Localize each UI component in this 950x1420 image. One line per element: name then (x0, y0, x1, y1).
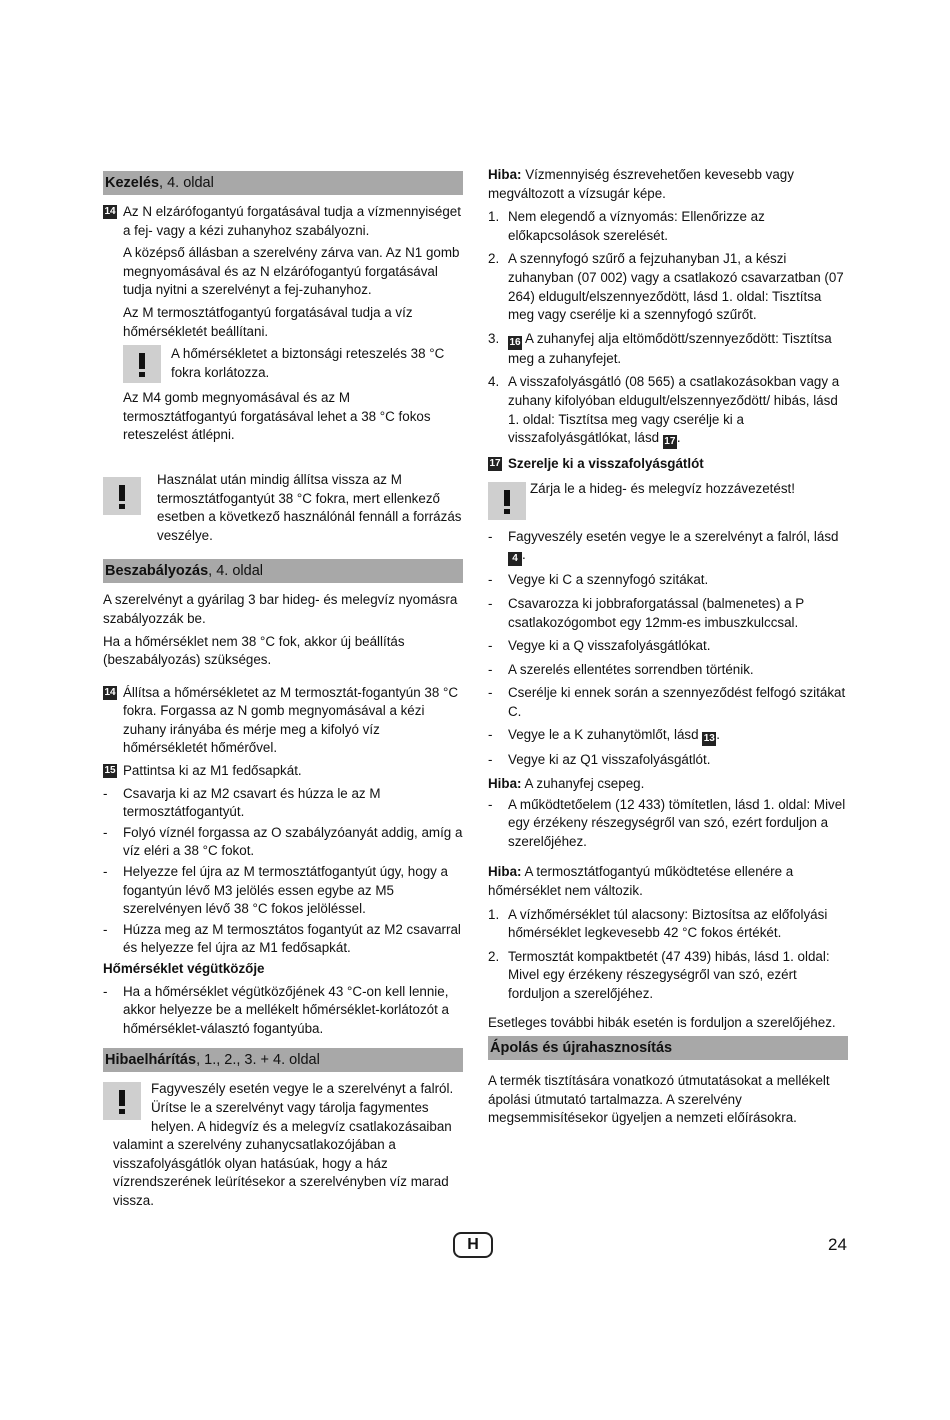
step-14: 14 Az N elzárófogantyú forgatásával tudja a vízmennyiséget a fej- vagy a kézi zuhanyhoz szabályozni. (104, 204, 461, 238)
paragraph: A termék tisztítására vonatkozó útmutatásokat a mellékelt ápolási útmutató tartalmazza. A szerelvény megsemmisítésekor ügyeljen a nemzeti előírásokra. (488, 1073, 830, 1126)
exclamation-icon (488, 482, 526, 520)
page-number: 24 (828, 1235, 847, 1254)
list-item: - Cserélje ki ennek során a szennyeződést felfogó szitákat C. (488, 684, 848, 721)
paragraph: Az M termosztátfogantyú forgatásával tudja a víz hőmérsékletét beállítani. (123, 304, 413, 339)
warning-note: A hőmérsékletet a biztonsági reteszelés 38 °C fokra korlátozza. (123, 345, 463, 383)
section-title: Ápolás és újrahasznosítás (490, 1040, 673, 1057)
step-badge: 4 (508, 552, 522, 566)
section-title: Beszabályozás (105, 563, 209, 580)
section-title: Kezelés (105, 175, 160, 191)
exclamation-icon (103, 1082, 141, 1120)
warning-note: Használat után mindig állítsa vissza az M termosztátfogantyút 38 °C fokra, mert ellenkező esetben a következő használónál fennáll a forrázás veszélye. (103, 471, 463, 545)
list-item: 1. Nem elegendő a víznyomás: Ellenőrizze az előkapcsolások szerelését. (488, 209, 765, 243)
list-item: 2. A szennyfogó szűrő a fejzuhanyban J1, a készi zuhanyban (07 002) vagy a csatlakozó csavarzatban (07 264) eldugult/elszennyeződött, lásd 1. oldal: Tisztítsa meg vagy cserélje ki a szennyfogó szűrőt. (488, 251, 844, 323)
step-14: 14 Állítsa a hőmérsékletet az M termosztát-fogantyún 38 °C fokra. Forgassa az N gomb megnyomásával a kézi zuhany irányába és mérje meg a kifolyó víz hőmérsékletét hőmérővel. (104, 684, 459, 756)
list-item: - Vegye le a K zuhanytömlőt, lásd 13. (488, 726, 848, 746)
list-item: - Húzza meg az M termosztátos fogantyút az M2 csavarral és helyezze fel újra az M1 fedősapkát. (103, 921, 463, 958)
error-label: Hiba: (488, 167, 522, 182)
paragraph: Ha a hőmérséklet nem 38 °C fok, akkor új beállítás (beszabályozás) szükséges. (103, 633, 405, 668)
section-title: Hibaelhárítás (105, 1052, 197, 1069)
step-badge: 13 (703, 733, 715, 745)
step-badge: 16 (509, 336, 521, 348)
error-label: Hiba: (488, 776, 522, 792)
section-header-apolas (488, 1036, 848, 1060)
paragraph: Hiba: Vízmennyiség észrevehetően kevesebb vagy megváltozott a vízsugár képe. (488, 167, 794, 201)
section-header-beszabalyozas: Beszabályozás, 4. oldal (103, 559, 463, 583)
list-item: - Helyezze fel újra az M termosztátfogantyút úgy, hogy a fogantyún lévő M3 jelölés essen egybe az M5 szerelvényen lévő 38 °C fokos jelöléssel. (103, 863, 463, 919)
list-item: - Vegye ki a Q visszafolyásgátlókat. (488, 637, 848, 656)
step-badge: 14 (104, 686, 116, 698)
list-item: - Vegye ki az Q1 visszafolyásgátlót. (488, 751, 848, 770)
step-badge: 17 (489, 458, 501, 470)
list-item: 1. A vízhőmérséklet túl alacsony: Biztosítsa az előfolyási hőmérséklet legkevesebb 42 °C fokos értékét. (488, 906, 828, 941)
warning-note: Zárja le a hideg- és melegvíz hozzávezetést! (488, 480, 848, 520)
list-item: 2. Termosztát kompaktbetét (47 439) hibás, lásd 1. oldal: Mivel egy érzékeny részegységről van szó, ezért forduljon a szerelőjéhez. (488, 948, 830, 1001)
step-badge: 15 (104, 765, 116, 777)
list-item: - Folyó víznél forgassa az O szabályzóanyát addig, amíg a víz eléri a 38 °C fokot. (103, 824, 463, 861)
paragraph: Az M4 gomb megnyomásával és az M termosztátfogantyú forgatásával lehet a 38 °C fokos reteszelést átlépni. (123, 390, 431, 443)
paragraph: Esetleges további hibák esetén is forduljon a szerelőjéhez. (488, 1014, 836, 1030)
paragraph: Hiba: A zuhanyfej csepeg. (488, 776, 645, 792)
section-header-kezeles: Kezelés, 4. oldal (103, 171, 463, 195)
right-column (488, 166, 848, 1132)
warning-note: Fagyveszély esetén vegye le a szerelvényt a falról. Ürítse le a szerelvényt vagy tárolja fagymentes helyen. A hidegvíz és a melegvíz csatlakozásaiban valamint a szerelvény zuhanycsatlakozójában a visszafolyásgátlók olyan hatásúak, hogy a ház vízrendszerének leürítésekor a szerelvényben víz marad vissza. (103, 1080, 463, 1210)
exclamation-icon (103, 477, 141, 515)
step-badge: 17 (664, 436, 676, 448)
list-item: 4. A visszafolyásgátló (08 565) a csatlakozásokban vagy a zuhany kifolyóban eldugult/elszennyeződött/ hibás, lásd 1. oldal: Tisztítsa meg vagy cserélje ki a visszafolyásgátlókat, lásd 17. (488, 374, 840, 448)
paragraph: Hiba: A termosztátfogantyú működtetése ellenére a hőmérséklet nem változik. (488, 864, 794, 899)
step-15: 15 Pattintsa ki az M1 fedősapkát. (104, 763, 302, 779)
left-column (103, 171, 463, 1211)
subheading: Hőmérséklet végütközője (103, 961, 265, 976)
list-item: - A szerelés ellentétes sorrendben történik. (488, 661, 848, 680)
list-item: 3. 16 A zuhanyfej alja eltömődött/szennyeződött: Tisztítsa meg a zuhanyfejet. (488, 330, 832, 366)
list-item: - Fagyveszély esetén vegye le a szerelvényt a falról, lásd 4 . (488, 528, 848, 567)
list-item: - Csavarja ki az M2 csavart és húzza le az M termosztátfogantyút. (103, 785, 463, 822)
list-item: - Vegye ki C a szennyfogó szitákat. (488, 571, 848, 590)
section-subheading: 17 Szerelje ki a visszafolyásgátlót (489, 456, 704, 472)
exclamation-icon (123, 345, 161, 383)
list-item: - Ha a hőmérséklet végütközőjének 43 °C-on kell lennie, akkor helyezze be a mellékelt hőmérséklet-korlátozót a hőmérséklet-választó fogantyúba. (103, 983, 463, 1039)
paragraph: A szerelvényt a gyárilag 3 bar hideg- és melegvíz nyomásra szabályozzák be. (103, 592, 458, 626)
list-item: - Csavarozza ki jobbraforgatással (balmenetes) a P csatlakozógombot egy 12mm-es imbuszkulccsal. (488, 595, 848, 632)
error-label: Hiba: (488, 864, 522, 880)
section-header-hibaelharitas: Hibaelhárítás, 1., 2., 3. + 4. oldal (103, 1048, 463, 1072)
language-badge: H (453, 1232, 493, 1258)
step-badge: 14 (104, 206, 116, 217)
list-item: - A működtetőelem (12 433) tömítetlen, lásd 1. oldal: Mivel egy érzékeny részegységről van szó, ezért forduljon a szerelőjéhez. (488, 796, 848, 852)
paragraph: A középső állásban a szerelvény zárva van. Az N1 gomb megnyomásával és az N elzárófogantyú forgatásával tudja nyitni a szerelvényt a fej-zuhanyhoz. (123, 245, 460, 298)
